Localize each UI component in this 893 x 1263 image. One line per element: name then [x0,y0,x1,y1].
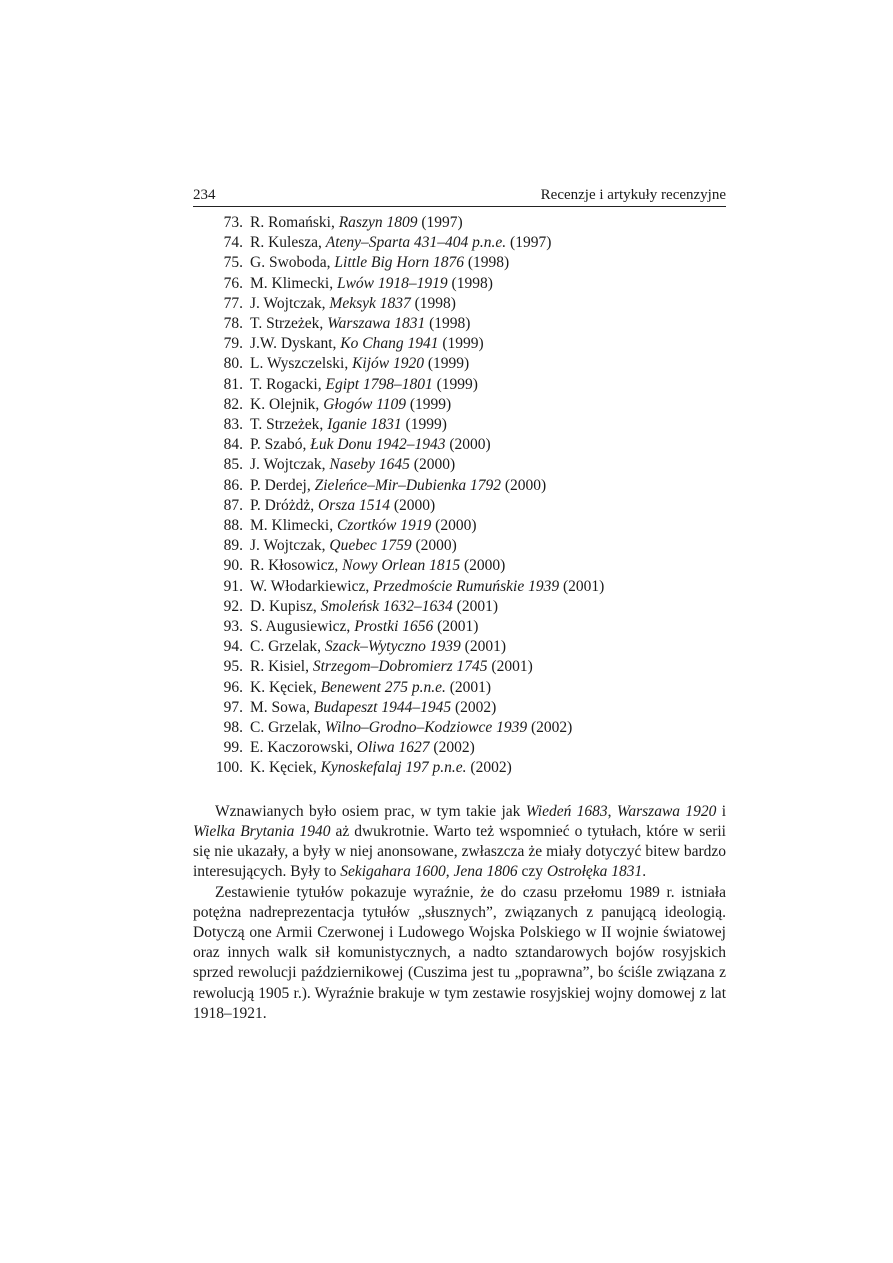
text-run: aż dwukrotnie. Warto też wspomnieć o tytułach, które w serii się nie ukazały, a były w niej anonsowane, zwłaszcza że miały dotyczyć bitew bardzo interesujących. Były to [193,822,726,881]
entry-year: (1999) [442,335,484,353]
entry-year: (1997) [421,214,463,231]
list-item [193,415,726,435]
text-run: . [642,863,647,881]
list-item [193,738,726,758]
italic-title: Ostrołęka 1831 [546,863,643,881]
entry-year: (1998) [451,274,493,292]
list-item [193,274,726,294]
entry-number: 98. [223,719,243,737]
entry-year: (2000) [463,557,506,575]
entry-number: 97. [223,698,243,716]
entry-author: K. Kęciek, [250,678,317,696]
list-item [193,354,726,374]
entry-year: (2001) [449,678,492,696]
entry-title: Budapeszt 1944–1945 [313,698,452,716]
entry-number: 84. [223,436,243,454]
entry-number: 95. [223,658,243,676]
entry-title: Nowy Orlean 1815 [342,557,461,575]
entry-author: R. Romański, [250,214,335,231]
entry-year: (1999) [405,416,447,434]
entry-title: Zieleńce–Mir–Dubienka 1792 [314,476,501,494]
entry-author: J. Wojtczak, [250,537,326,555]
list-item [193,334,726,354]
entry-year: (2000) [435,517,477,535]
entry-author: J.W. Dyskant, [250,335,337,353]
entry-title: Ateny–Sparta 431–404 p.n.e. [325,234,507,252]
entry-author: C. Grzelak, [250,719,322,737]
entry-year: (2000) [393,496,436,514]
entry-year: (1998) [467,254,510,272]
entry-year: (1998) [414,294,456,312]
text-run: czy [517,863,547,881]
entry-title: Iganie 1831 [327,416,402,434]
list-item [193,637,726,657]
entry-number: 91. [223,577,243,595]
entry-author: P. Dróżdż, [250,496,315,514]
entry-year: (2002) [531,719,573,737]
entry-number: 74. [223,234,243,252]
entry-number: 80. [223,355,243,373]
italic-title: Sekigahara 1600 [340,863,446,881]
list-item [193,617,726,637]
entry-year: (2002) [433,739,475,757]
text-run: i [716,802,727,820]
list-item [193,375,726,395]
entry-title: Przedmoście Rumuńskie 1939 [373,577,560,595]
list-item [193,718,726,738]
list-item [193,516,726,536]
list-item [193,657,726,677]
running-head [193,186,726,207]
entry-number: 77. [223,294,243,312]
list-item [193,213,726,233]
entry-author: P. Szabó, [250,436,307,454]
entry-number: 100. [215,759,243,777]
entry-title: Warszawa 1831 [327,315,426,333]
entry-year: (1999) [427,355,470,373]
entry-author: M. Klimecki, [250,517,334,535]
entry-year: (1998) [429,315,471,333]
entry-number: 85. [223,456,243,474]
entry-title: Kynoskefalaj 197 p.n.e. [320,759,467,777]
entry-author: M. Sowa, [250,698,310,716]
entry-title: Ko Chang 1941 [340,335,439,353]
text-run: , [607,802,617,820]
entry-number: 79. [223,335,243,353]
entry-author: C. Grzelak, [250,638,322,656]
entry-number: 96. [223,678,243,696]
entry-author: G. Swoboda, [250,254,331,272]
list-item [193,556,726,576]
entry-title: Little Big Horn 1876 [334,254,464,272]
entry-number: 92. [223,597,243,615]
entry-author: L. Wyszczelski, [250,355,349,373]
italic-title: Wiedeń 1683 [525,802,608,820]
section-title: Recenzje i artykuły recenzyjne [540,187,726,203]
paragraph-summary: Zestawienie tytułów pokazuje wyraźnie, że do czasu przełomu 1989 r. istniała potężna nadreprezentacja tytułów „słusznych”, związanych z panującą ideologią. Dotyczą one Armii Czerwonej i Ludowego Wojska Polskiego w II wojnie światowej oraz innych walk sił komunistycznych, a nadto sztandarowych bojów rosyjskich sprzed rewolucji październikowej (Cuszima jest tu „poprawna”, bo ściśle związana z rewolucją 1905 r.). Wyraźnie brakuje w tym zestawie rosyjskiej wojny domowej z lat 1918–1921. [193,883,726,1022]
entry-author: J. Wojtczak, [250,294,326,312]
entry-year: (2000) [449,436,491,454]
entry-number: 86. [223,476,243,494]
entry-year: (1999) [436,375,478,393]
entry-number: 87. [223,496,243,514]
italic-title: Wielka Brytania 1940 [193,822,331,840]
entry-number: 75. [223,254,243,272]
page-number: 234 [193,187,216,203]
entry-number: 82. [223,395,243,413]
entry-title: Łuk Donu 1942–1943 [310,436,446,454]
entry-year: (2000) [504,476,547,494]
list-item [193,314,726,334]
entry-year: (2000) [413,456,456,474]
entry-title: Egipt 1798–1801 [325,375,433,393]
entry-author: R. Kłosowicz, [250,557,339,575]
list-item [193,536,726,556]
list-item [193,435,726,455]
entry-year: (2001) [562,577,605,595]
entry-year: (1997) [510,234,552,252]
entry-title: Głogów 1109 [323,395,407,413]
entry-year: (2000) [415,537,457,555]
entry-author: K. Kęciek, [250,759,317,777]
list-item [193,758,726,778]
entry-title: Kijów 1920 [352,355,425,373]
list-item [193,698,726,718]
entry-number: 76. [223,274,243,292]
text-run: Wznawianych było osiem prac, w tym takie jak [215,802,526,820]
entry-number: 94. [223,638,243,656]
entry-year: (2001) [464,638,506,656]
entry-title: Czortków 1919 [336,517,432,535]
entry-number: 83. [223,416,243,434]
entry-author: E. Kaczorowski, [250,739,353,757]
entry-title: Smoleńsk 1632–1634 [320,597,453,615]
entry-author: R. Kulesza, [250,234,322,252]
list-item [193,678,726,698]
entry-title: Lwów 1918–1919 [336,274,448,292]
paragraph-reissued [193,802,726,883]
entry-number: 90. [223,557,243,575]
title-list [193,213,726,779]
entry-author: D. Kupisz, [250,597,317,615]
entry-title: Raszyn 1809 [338,214,418,231]
entry-title: Oliwa 1627 [356,739,430,757]
entry-author: T. Strzeżek, [250,416,324,434]
entry-number: 81. [223,375,243,393]
entry-title: Strzegom–Dobromierz 1745 [312,658,488,676]
entry-year: (1999) [409,395,452,413]
entry-year: (2001) [437,618,479,636]
list-item [193,253,726,273]
entry-author: J. Wojtczak, [250,456,326,474]
entry-author: P. Derdej, [250,476,311,494]
entry-number: 99. [223,739,243,757]
entry-year: (2002) [470,759,512,777]
list-item [193,496,726,516]
entry-title: Benewent 275 p.n.e. [320,678,446,696]
entry-year: (2001) [491,658,533,676]
entry-number: 93. [223,618,243,636]
entry-author: T. Strzeżek, [250,315,324,333]
italic-title: Jena 1806 [453,863,518,881]
list-item [193,476,726,496]
entry-number: 89. [223,537,243,555]
entry-title: Naseby 1645 [329,456,410,474]
entry-title: Quebec 1759 [329,537,412,555]
list-item [193,233,726,253]
entry-author: S. Augusiewicz, [250,618,351,636]
list-item [193,455,726,475]
document-page [193,186,726,1024]
entry-title: Orsza 1514 [318,496,390,514]
entry-year: (2001) [456,597,498,615]
entry-title: Szack–Wytyczno 1939 [324,638,461,656]
entry-author: T. Rogacki, [250,375,322,393]
entry-year: (2002) [454,698,497,716]
list-item [193,597,726,617]
entry-title: Wilno–Grodno–Kodziowce 1939 [324,719,528,737]
italic-title: Warszawa 1920 [616,802,717,820]
entry-title: Prostki 1656 [354,618,434,636]
entry-number: 73. [223,214,243,231]
list-item [193,577,726,597]
entry-title: Meksyk 1837 [329,294,411,312]
entry-author: R. Kisiel, [250,658,309,676]
list-item [193,294,726,314]
list-item [193,395,726,415]
text-run: , [445,863,454,881]
entry-author: W. Włodarkiewicz, [250,577,370,595]
entry-author: K. Olejnik, [250,395,320,413]
entry-author: M. Klimecki, [250,274,334,292]
entry-number: 78. [223,315,243,333]
entry-number: 88. [223,517,243,535]
